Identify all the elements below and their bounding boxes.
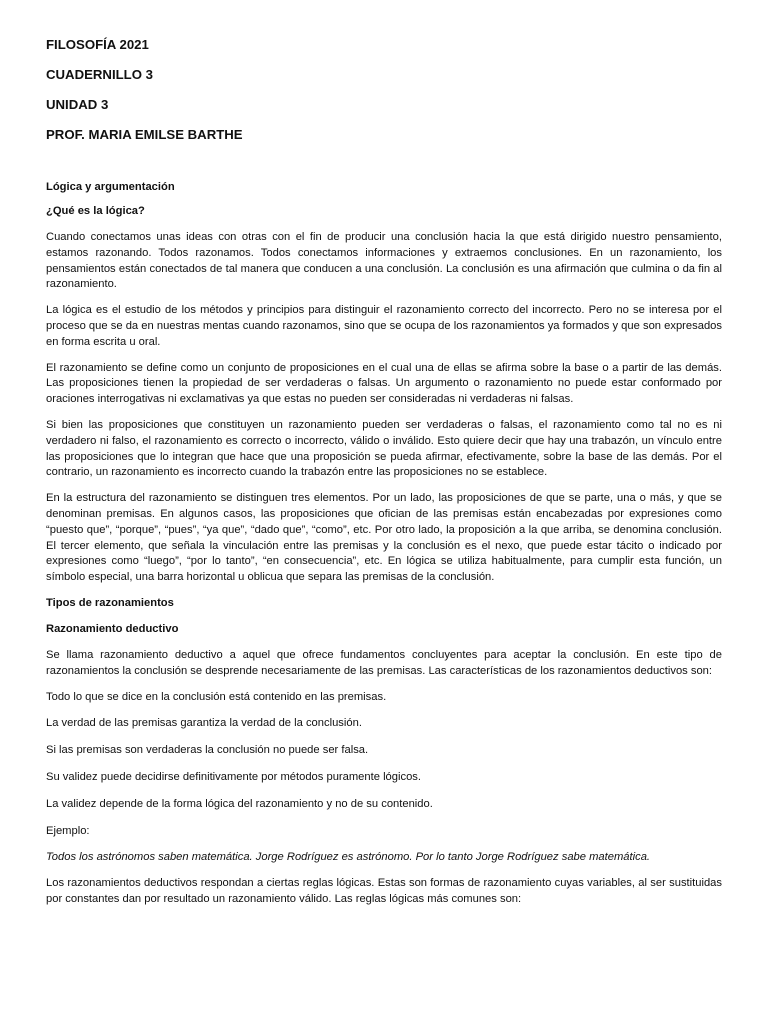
characteristic-item: Su validez puede decidirse definitivamente por métodos puramente lógicos. — [46, 770, 421, 783]
teacher-name: PROF. MARIA EMILSE BARTHE — [46, 127, 243, 142]
characteristic-item: Si las premisas son verdaderas la conclusión no puede ser falsa. — [46, 744, 369, 757]
rules-paragraph: Los razonamientos deductivos respondan a ciertas reglas lógicas. Estas son formas de razonamiento cuyas variables, al ser sustituidas por constantes dan por resultado un razonamiento válido. Las reglas lógicas más comunes son: — [46, 877, 722, 905]
section-title: Lógica y argumentación — [46, 181, 175, 193]
paragraph: En la estructura del razonamiento se distinguen tres elementos. Por un lado, las proposiciones de que se parte, una o más, y que se denominan premisas. En algunos casos, las proposiciones que ofician de las premisas están encabezadas por expresiones como “puesto que”, “porque”, “pues”, “ya que”, “dado que”, “como”, etc. Por otro lado, la proposición a la que arriba, se denomina conclusión. El tercer elemento, que señala la vinculación entre las premisas y la conclusión es el nexo, que puede estar tácito o indicado por expresiones como “luego”, “por lo tanto”, “en consecuencia”, etc. En lógica se utiliza habitualmente, para cumplir esta función, un símbolo especial, una barra horizontal u oblicua que separa las premisas de la conclusión. — [46, 492, 722, 584]
document-page — [46, 36, 722, 918]
characteristic-item: Todo lo que se dice en la conclusión está contenido en las premisas. — [46, 690, 387, 703]
course-title: FILOSOFÍA 2021 — [46, 37, 149, 52]
section-question: ¿Qué es la lógica? — [46, 205, 145, 217]
deductive-intro: Se llama razonamiento deductivo a aquel que ofrece fundamentos concluyentes para aceptar la conclusión. En este tipo de razonamientos la conclusión se desprende necesariamente de las premisas. Las características de los razonamientos deductivos son: — [46, 648, 722, 677]
paragraph: El razonamiento se define como un conjunto de proposiciones en el cual una de ellas se afirma sobre la base o a partir de las demás. Las proposiciones tienen la propiedad de ser verdaderas o falsas. Un argumento o razonamiento no puede estar conformado por oraciones interrogativas ni exclamativas ya que estas no pueden ser consideradas ni verdaderas ni falsas. — [46, 361, 722, 406]
paragraph: Cuando conectamos unas ideas con otras con el fin de producir una conclusión hacia la que está dirigido nuestro pensamiento, estamos razonando. Todos razonamos. Todos conectamos informaciones y extraemos conclusiones. En un razonamiento, los pensamientos están conectados de tal manera que conducen a una conclusión. La conclusión es una afirmación que culmina o da fin al razonamiento. — [46, 231, 722, 291]
booklet-title: CUADERNILLO 3 — [46, 67, 153, 82]
paragraph: Si bien las proposiciones que constituyen un razonamiento pueden ser verdaderas o falsas, el razonamiento como tal no es ni verdadero ni falso, el razonamiento es correcto o incorrecto, válido o inválido. Esto quiere decir que hay una trabazón, un vínculo entre las proposiciones que lo integran que hace que una proposición se pueda afirmar, efectivamente, sobre la base de las demás. Por el contrario, un razonamiento es incorrecto cuando la trabazón entre las proposiciones no se establece. — [46, 418, 722, 479]
unit-title: UNIDAD 3 — [46, 97, 109, 112]
characteristic-item: La validez depende de la forma lógica del razonamiento y no de su contenido. — [46, 797, 433, 810]
example-text: Todos los astrónomos saben matemática. Jorge Rodríguez es astrónomo. Por lo tanto Jorge Rodríguez sabe matemática. — [46, 851, 651, 864]
types-title: Tipos de razonamientos — [46, 596, 174, 609]
example-label: Ejemplo: — [46, 824, 90, 837]
characteristic-item: La verdad de las premisas garantiza la verdad de la conclusión. — [46, 717, 362, 730]
deductive-title: Razonamiento deductivo — [46, 622, 179, 635]
paragraph: La lógica es el estudio de los métodos y principios para distinguir el razonamiento correcto del incorrecto. Pero no se interesa por el proceso que se da en nuestras mentas cuando razonamos, sino que se ocupa de los razonamientos ya formados y que son expresados en forma escrita u oral. — [46, 304, 722, 348]
